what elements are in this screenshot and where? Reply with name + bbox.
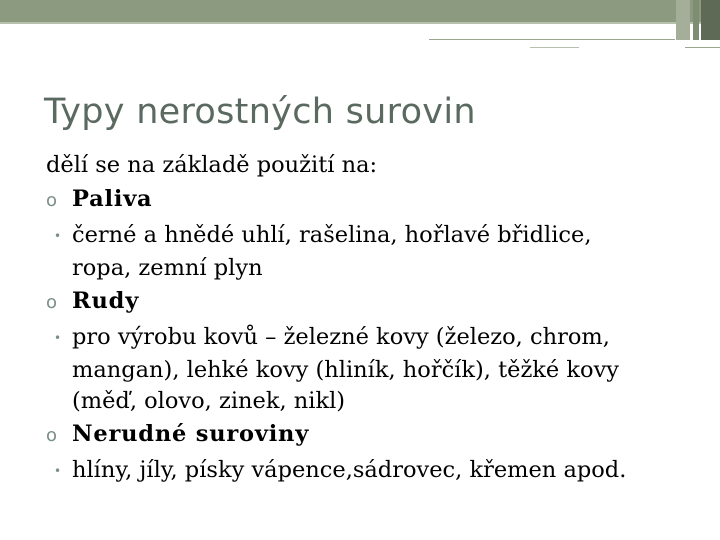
decoration-line <box>429 39 675 40</box>
corner-decoration <box>693 0 699 40</box>
list-item <box>46 218 706 253</box>
item-text: černé a hnědé uhlí, rašelina, hořlavé břidlice, <box>72 222 592 248</box>
corner-decoration <box>676 0 690 40</box>
slide-title: Typy nerostných surovin <box>44 92 476 132</box>
heading-rudy: Rudy <box>72 288 140 314</box>
decoration-line <box>685 47 720 48</box>
dot-bullet-icon: • <box>54 464 62 478</box>
top-decoration-line <box>0 22 720 24</box>
section-heading <box>46 417 706 453</box>
list-item <box>46 320 706 355</box>
item-text: pro výrobu kovů – železné kovy (železo, chrom, <box>72 324 610 350</box>
list-item-continuation: ropa, zemní plyn <box>72 255 263 281</box>
dot-bullet-icon: • <box>54 331 62 345</box>
circle-bullet-icon: o <box>46 425 58 446</box>
corner-decoration <box>701 0 720 40</box>
heading-paliva: Paliva <box>72 186 153 212</box>
heading-nerudne-suroviny: Nerudné suroviny <box>72 421 310 447</box>
top-decoration-band <box>0 0 720 22</box>
list-item <box>46 453 706 488</box>
slide-body <box>46 148 706 488</box>
dot-bullet-icon: • <box>54 229 62 243</box>
section-heading <box>46 182 706 218</box>
list-item-continuation: mangan), lehké kovy (hliník, hořčík), těžké kovy <box>72 357 619 383</box>
intro-text: dělí se na základě použití na: <box>46 152 378 178</box>
item-text: hlíny, jíly, písky vápence,sádrovec, křemen apod. <box>72 457 627 483</box>
section-heading <box>46 284 706 320</box>
circle-bullet-icon: o <box>46 190 58 211</box>
circle-bullet-icon: o <box>46 292 58 313</box>
list-item-continuation: (měď, olovo, zinek, nikl) <box>72 388 346 414</box>
decoration-line <box>530 47 579 48</box>
